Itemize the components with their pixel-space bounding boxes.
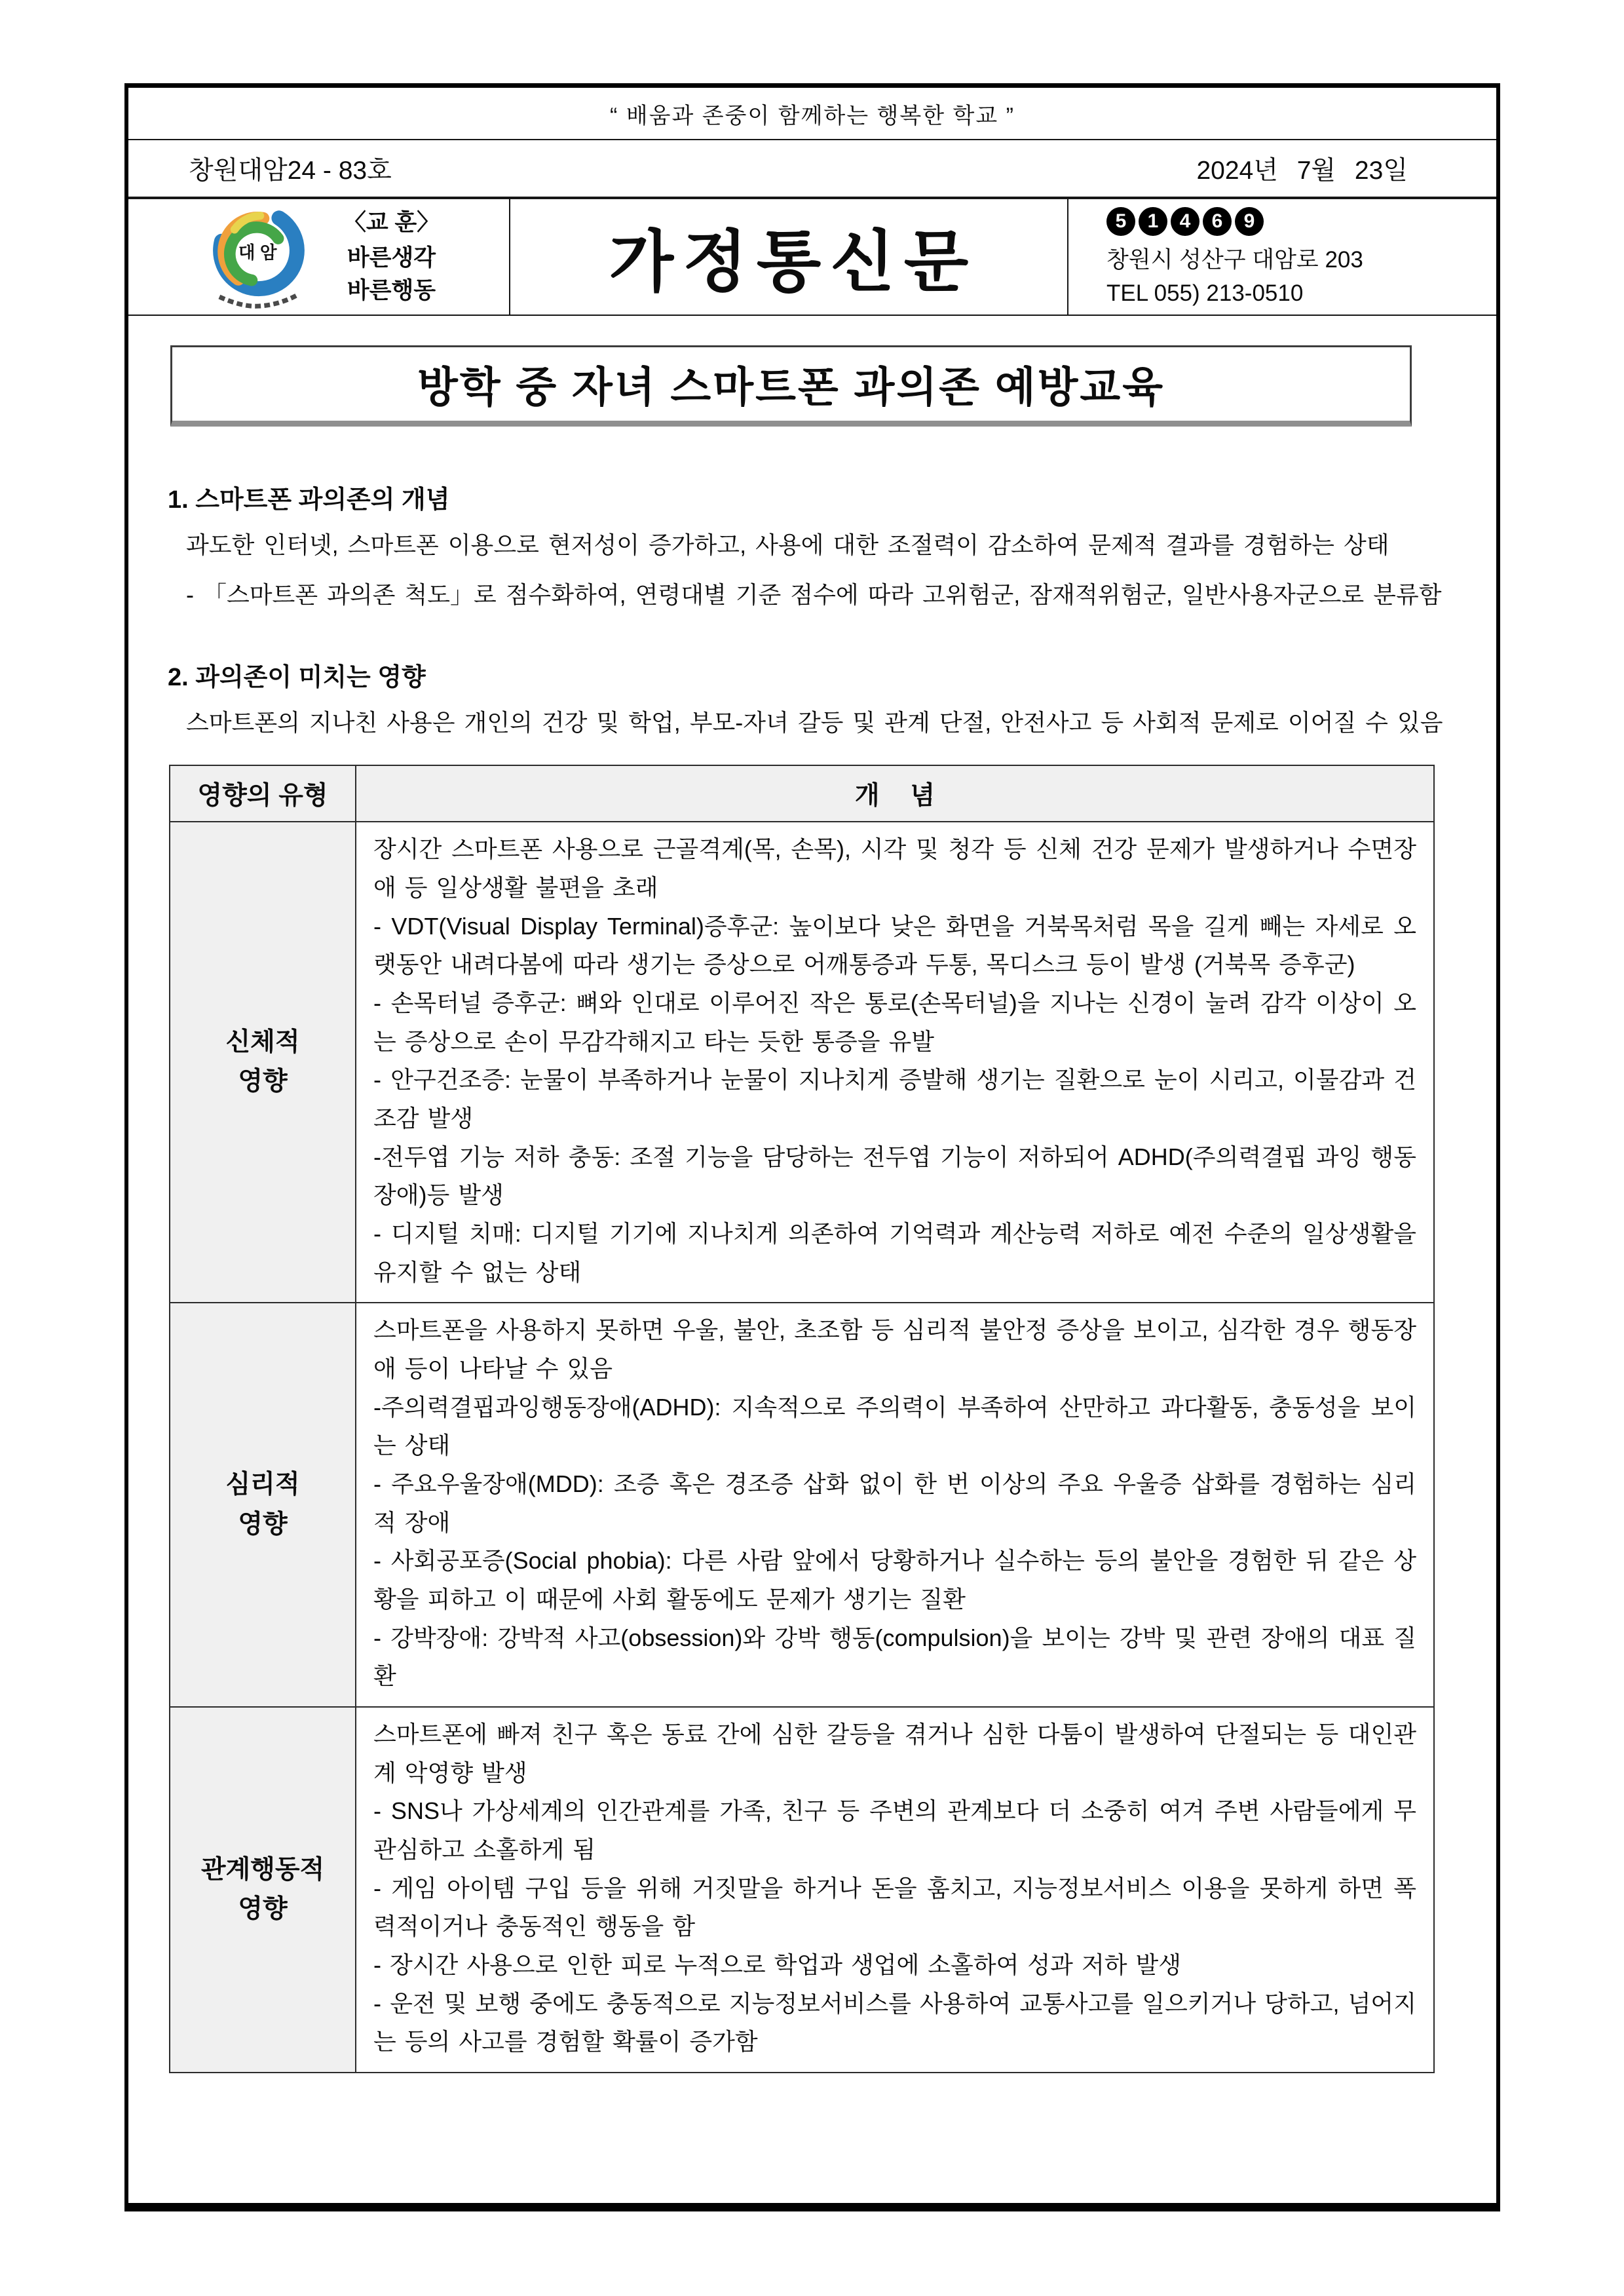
logo-text: 대 암 [238,242,277,263]
cell-paragraph: 스마트폰에 빠져 친구 혹은 동료 간에 심한 갈등을 겪거나 심한 다툼이 발생하여 단절되는 등 대인관계 악영향 발생 [373,1721,1416,1786]
section-paragraph: - 「스마트폰 과의존 척도」로 점수화하여, 연령대별 기준 점수에 따라 고위험군, 잠재적위험군, 일반사용자군으로 분류함 [186,581,1442,609]
newsletter-title: 가정통신문 [609,225,978,299]
cell-paragraph: - VDT(Visual Display Terminal)증후군: 높이보다 낮은 화면을 거북목처럼 목을 길게 빼는 자세로 오랫동안 내려다봄에 따라 생기는 증상으로 어깨통증과 두통, 목디스크 등이 발생 (거북목 증후군) [373,912,1416,978]
creed-line: 바른행동 [347,277,436,303]
section-heading: 1. 스마트폰 과의존의 개념 [168,486,450,514]
effect-description-cell [356,822,1434,1303]
col-header-effect-type: 영향의 유형 [170,765,356,822]
cell-paragraph: - 주요우울장애(MDD): 조증 혹은 경조증 삽화 없이 한 번 이상의 주요 우울증 삽화를 경험하는 심리적 장애 [373,1470,1416,1536]
table-row [170,1707,1434,2073]
postal-digit: 5 [1106,207,1135,236]
effect-type-cell [170,1303,356,1707]
effect-type-cell [170,822,356,1303]
cell-paragraph: 스마트폰을 사용하지 못하면 우울, 불안, 초조함 등 심리적 불안정 증상을 보이고, 심각한 경우 행동장애 등이 나타날 수 있음 [373,1316,1416,1383]
masthead-contact [1068,199,1496,315]
cell-paragraph: - SNS나 가상세계의 인간관계를 가족, 친구 등 주변의 관계보다 더 소중히 여겨 주변 사람들에게 무관심하고 소홀하게 됨 [373,1797,1416,1864]
school-tel: TEL 055) 213-0510 [1106,280,1304,306]
school-creed-block [343,206,440,307]
school-motto-text: “ 배움과 존중이 함께하는 행복한 학교 ” [610,103,1015,128]
col-header-concept: 개 념 [356,765,1434,822]
cell-paragraph: - 운전 및 보행 중에도 충동적으로 지능정보서비스를 사용하여 교통사고를 일으키거나 당하고, 넘어지는 등의 사고를 경험할 확률이 증가함 [373,1989,1416,2056]
school-motto-banner [128,88,1496,140]
postal-digit: 1 [1139,207,1167,236]
cell-paragraph: - 강박장애: 강박적 사고(obsession)와 강박 행동(compulsion)을 보이는 강박 및 관련 장애의 대표 질환 [373,1624,1416,1690]
document-title: 방학 중 자녀 스마트폰 과의존 예방교육 [417,364,1165,411]
effect-description-cell [356,1707,1434,2073]
effect-type-line: 관계행동적 [200,1855,325,1884]
section-paragraph: 스마트폰의 지나친 사용은 개인의 건강 및 학업, 부모-자녀 갈등 및 관계 단절, 안전사고 등 사회적 문제로 이어질 수 있음 [186,709,1443,737]
creed-line: 바른생각 [347,245,436,271]
sections [128,479,1496,742]
section-paragraph: 과도한 인터넷, 스마트폰 이용으로 현저성이 증가하고, 사용에 대한 조절력이 감소하여 문제적 결과를 경험하는 상태 [186,531,1389,558]
table-header-row [170,765,1434,822]
school-address: 창원시 성산구 대암로 203 [1106,247,1363,273]
document-title-banner [170,345,1412,427]
masthead [128,199,1496,316]
postal-digit: 4 [1171,207,1199,236]
cell-paragraph: - 장시간 사용으로 인한 피로 누적으로 학업과 생업에 소홀하여 성과 저하 발생 [373,1951,1182,1979]
postal-digit: 6 [1203,207,1232,236]
cell-paragraph: -전두엽 기능 저하 충동: 조절 기능을 담당하는 전두엽 기능이 저하되어 ADHD(주의력결핍 과잉 행동장애)등 발생 [373,1143,1416,1209]
cell-paragraph: - 손목터널 증후군: 뼈와 인대로 이루어진 작은 통로(손목터널)을 지나는 신경이 눌려 감각 이상이 오는 증상으로 손이 무감각해지고 타는 듯한 통증을 유발 [373,989,1416,1055]
table-row [170,822,1434,1303]
effect-type-line: 신체적 [225,1027,300,1056]
cell-paragraph: - 사회공포증(Social phobia): 다른 사람 앞에서 당황하거나 실수하는 등의 불안을 경험한 뒤 같은 상황을 피하고 이 때문에 사회 활동에도 문제가 생기는 질환 [373,1547,1416,1613]
school-logo-icon [198,202,320,312]
issue-number: 창원대암24 - 83호 [189,157,392,185]
page-frame [124,83,1500,2211]
effect-type-line: 영향 [238,1895,288,1924]
effects-table-body [170,822,1434,2073]
cell-paragraph: - 게임 아이템 구입 등을 위해 거짓말을 하거나 돈을 훔치고, 지능정보서비스 이용을 못하게 하면 폭력적이거나 충동적인 행동을 함 [373,1874,1416,1940]
table-row [170,1303,1434,1707]
effect-type-line: 영향 [238,1067,288,1096]
issue-row [128,140,1496,199]
newsletter-title-cell [510,199,1068,315]
postal-code [1106,207,1496,236]
cell-paragraph: 장시간 스마트폰 사용으로 근골격계(목, 손목), 시각 및 청각 등 신체 건강 문제가 발생하거나 수면장애 등 일상생활 불편을 초래 [373,835,1416,901]
effect-type-line: 심리적 [225,1470,300,1499]
effect-description-cell [356,1303,1434,1707]
cell-paragraph: -주의력결핍과잉행동장애(ADHD): 지속적으로 주의력이 부족하여 산만하고 과다활동, 충동성을 보이는 상태 [373,1393,1416,1459]
section-heading: 2. 과의존이 미치는 영향 [168,664,426,692]
effect-type-line: 영향 [238,1510,288,1539]
cell-paragraph: - 안구건조증: 눈물이 부족하거나 눈물이 지나치게 증발해 생기는 질환으로 눈이 시리고, 이물감과 건조감 발생 [373,1066,1416,1132]
issue-date: 2024년 7월 23일 [1196,157,1408,185]
masthead-left [128,199,510,315]
effects-table [169,765,1435,2073]
cell-paragraph: - 디지털 치매: 디지털 기기에 지나치게 의존하여 기억력과 계산능력 저하로 예전 수준의 일상생활을 유지할 수 없는 상태 [373,1220,1416,1286]
effect-type-cell [170,1707,356,2073]
creed-title: 〈교 훈〉 [343,210,440,236]
postal-digit: 9 [1235,207,1264,236]
